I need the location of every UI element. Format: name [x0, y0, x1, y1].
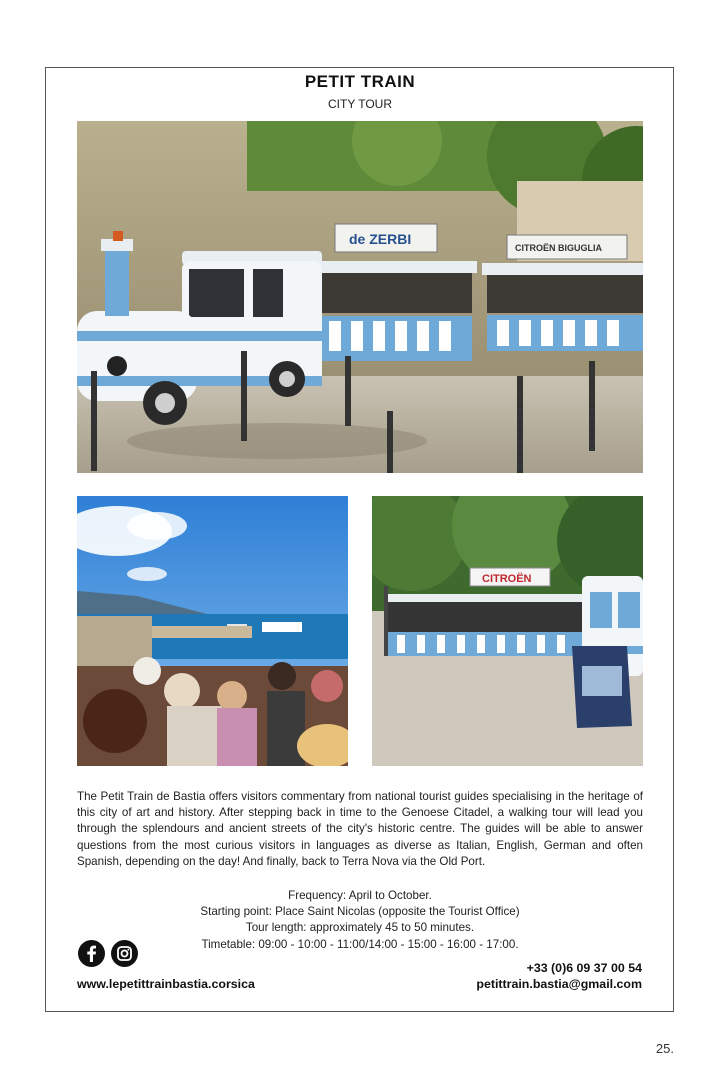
tour-length-line: Tour length: approximately 45 to 50 minutes.: [245, 921, 475, 935]
frequency-line: Frequency: April to October.: [288, 889, 432, 902]
facebook-icon[interactable]: [78, 940, 105, 967]
train-photo-main: [77, 121, 643, 473]
tourists-view-photo: [77, 496, 348, 766]
svg-text:de ZERBI: de ZERBI: [349, 231, 412, 247]
timetable-line: Timetable: 09:00 - 10:00 - 11:00/14:00 - 15:00 - 16:00 - 17:00.: [201, 937, 519, 951]
website-link[interactable]: www.lepetittrainbastia.corsica: [77, 977, 255, 991]
svg-text:CITROËN BIGUGLIA: CITROËN BIGUGLIA: [515, 243, 602, 253]
page-number: 25.: [655, 1041, 674, 1056]
starting-point-line: Starting point: Place Saint Nicolas (opposite the Tourist Office): [200, 905, 520, 919]
page-title: PETIT TRAIN: [304, 72, 416, 91]
page-subtitle: CITY TOUR: [327, 97, 392, 111]
email-link[interactable]: petittrain.bastia@gmail.com: [476, 977, 642, 991]
tour-info: [0, 888, 720, 953]
phone-number[interactable]: +33 (0)6 09 37 00 54: [526, 961, 642, 975]
svg-text:CITROËN: CITROËN: [482, 573, 532, 585]
train-square-photo: [372, 496, 643, 766]
description-paragraph: The Petit Train de Bastia offers visitors commentary from national tourist guides specialising in the heritage of this city of art and history. After stepping back in time to the Genoese Citadel, a walking tour will lead you through the splendours and ancient streets of the city's historic centre. The guides will be able to answer questions from the most curious visitors in languages as diverse as Italian, English, German and often Spanish, depending on the day! And finally, back to Terra Nova via the Old Port.: [77, 790, 643, 868]
instagram-icon[interactable]: [111, 940, 138, 967]
